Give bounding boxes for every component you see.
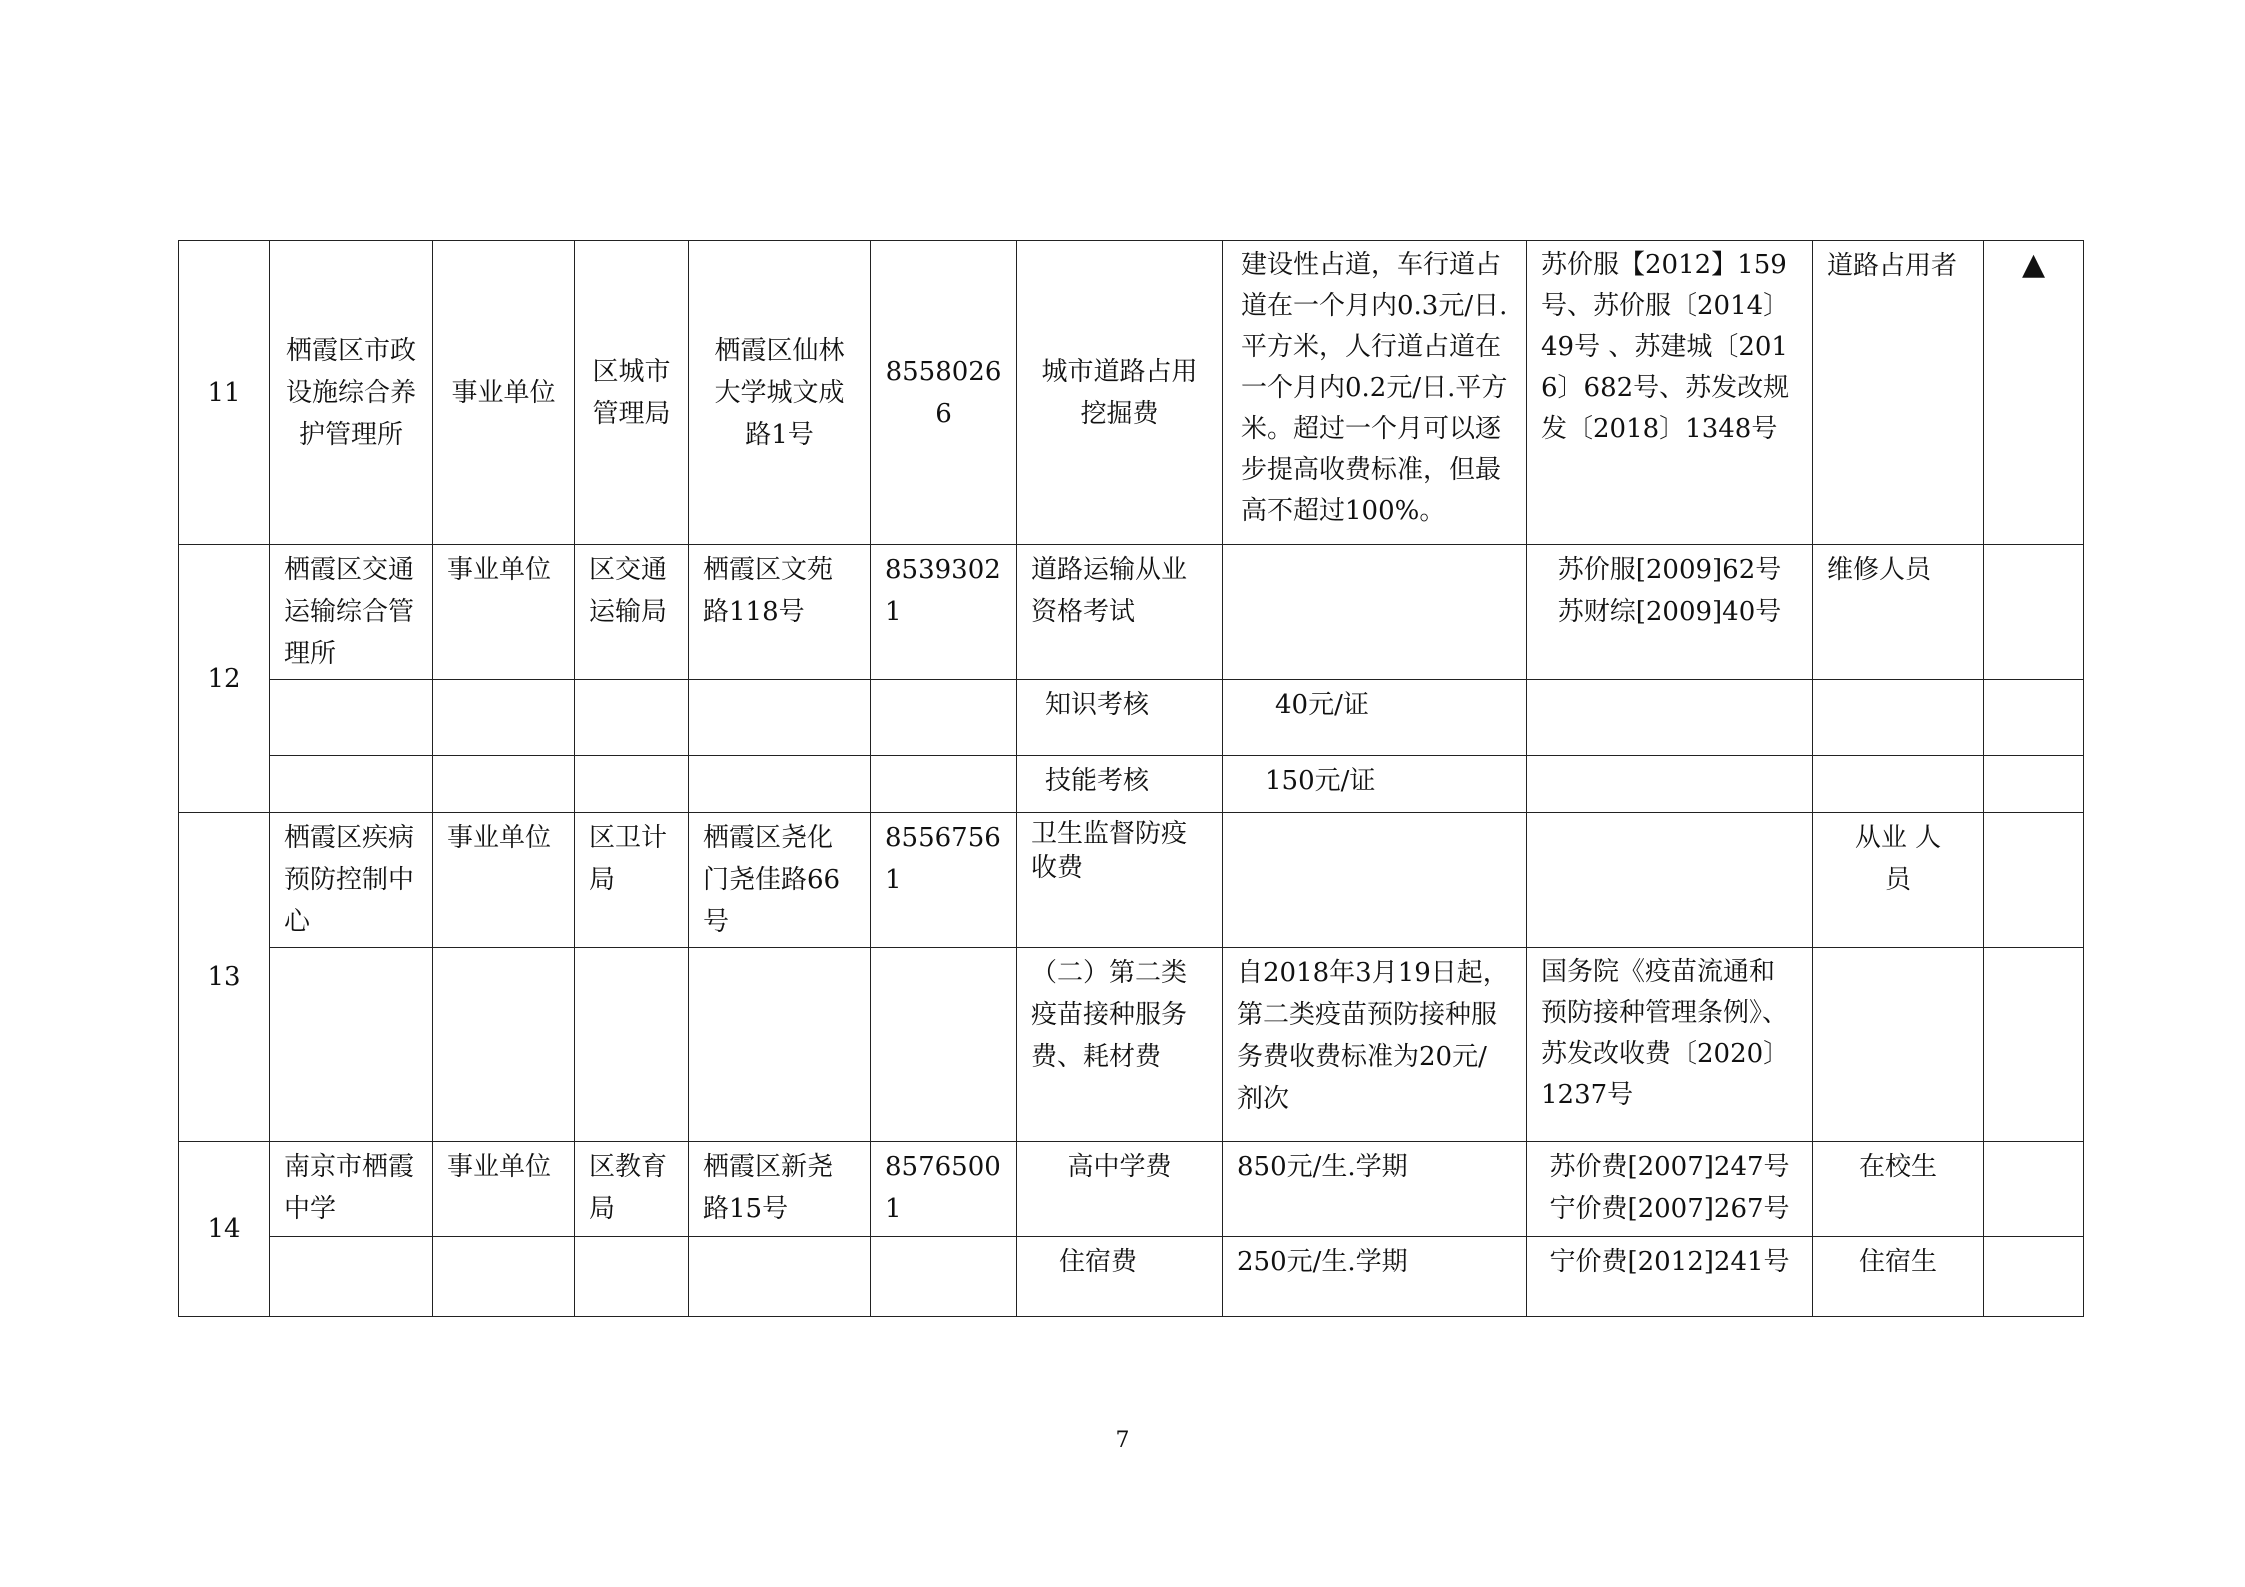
fee-item: 卫生监督防疫收费: [1017, 813, 1223, 948]
fee-standard: [1223, 545, 1527, 680]
table-row: [179, 680, 2084, 756]
table-row: [179, 545, 2084, 680]
unit-name: [270, 1237, 433, 1317]
fee-basis: [1527, 813, 1813, 948]
mark-cell: [1984, 813, 2084, 948]
fee-sub-item: 住宿费: [1017, 1237, 1223, 1317]
unit-name: 栖霞区疾病预防控制中心: [270, 813, 433, 948]
fee-basis: 宁价费[2012]241号: [1527, 1237, 1813, 1317]
phone: 85765001: [871, 1142, 1017, 1237]
table-row: [179, 948, 2084, 1142]
unit-nature: [433, 756, 575, 813]
phone: [871, 1237, 1017, 1317]
unit-name: 栖霞区市政设施综合养护管理所: [270, 241, 433, 545]
table-row: [179, 1142, 2084, 1237]
mark-cell: [1984, 948, 2084, 1142]
fee-sub-item: 技能考核: [1017, 756, 1223, 813]
fee-basis: 国务院《疫苗流通和预防接种管理条例》、苏发改收费〔2020〕1237号: [1527, 948, 1813, 1142]
unit-name: [270, 756, 433, 813]
phone: 85393021: [871, 545, 1017, 680]
phone: [871, 680, 1017, 756]
mark-cell: [1984, 680, 2084, 756]
payer: [1813, 756, 1984, 813]
fee-standard: 150元/证: [1223, 756, 1527, 813]
mark-cell: [1984, 1237, 2084, 1317]
payer: 从业 人员: [1813, 813, 1984, 948]
address: [689, 1237, 871, 1317]
unit-name: 栖霞区交通运输综合管理所: [270, 545, 433, 680]
supervising-dept: [575, 680, 689, 756]
fee-item: 城市道路占用挖掘费: [1017, 241, 1223, 545]
phone: [871, 756, 1017, 813]
phone: 85580266: [871, 241, 1017, 545]
table-row: [179, 756, 2084, 813]
fee-standard: 自2018年3月19日起，第二类疫苗预防接种服务费收费标准为20元/剂次: [1223, 948, 1527, 1142]
fee-standard: 850元/生.学期: [1223, 1142, 1527, 1237]
fee-table: [178, 240, 2084, 1317]
fee-sub-item: （二）第二类疫苗接种服务费、耗材费: [1017, 948, 1223, 1142]
payer: 住宿生: [1813, 1237, 1984, 1317]
payer: [1813, 948, 1984, 1142]
address: [689, 680, 871, 756]
address: 栖霞区文苑路118号: [689, 545, 871, 680]
payer: 在校生: [1813, 1142, 1984, 1237]
address: 栖霞区新尧路15号: [689, 1142, 871, 1237]
unit-name: [270, 680, 433, 756]
supervising-dept: 区教育局: [575, 1142, 689, 1237]
fee-basis: [1527, 680, 1813, 756]
unit-nature: 事业单位: [433, 813, 575, 948]
table-row: [179, 813, 2084, 948]
table-row: [179, 241, 2084, 545]
fee-standard: 40元/证: [1223, 680, 1527, 756]
row-number: 11: [179, 241, 270, 545]
supervising-dept: 区城市管理局: [575, 241, 689, 545]
payer: 道路占用者: [1813, 241, 1984, 545]
fee-item: 高中学费: [1017, 1142, 1223, 1237]
payer: [1813, 680, 1984, 756]
triangle-icon: ▲: [1984, 241, 2084, 545]
row-number: 14: [179, 1142, 270, 1317]
address: [689, 756, 871, 813]
payer: 维修人员: [1813, 545, 1984, 680]
unit-nature: [433, 1237, 575, 1317]
supervising-dept: [575, 756, 689, 813]
phone: 85567561: [871, 813, 1017, 948]
supervising-dept: 区卫计局: [575, 813, 689, 948]
fee-standard: 建设性占道，车行道占道在一个月内0.3元/日.平方米，人行道占道在一个月内0.2元/日.平方米。超过一个月可以逐步提高收费标准，但最高不超过100%。: [1223, 241, 1527, 545]
supervising-dept: [575, 1237, 689, 1317]
mark-cell: [1984, 756, 2084, 813]
supervising-dept: [575, 948, 689, 1142]
fee-basis: 苏价服[2009]62号 苏财综[2009]40号: [1527, 545, 1813, 680]
fee-standard: [1223, 813, 1527, 948]
fee-basis: [1527, 756, 1813, 813]
unit-nature: [433, 680, 575, 756]
fee-basis: 苏价服【2012】159号、苏价服〔2014〕49号 、苏建城〔2016〕682号、苏发改规发〔2018〕1348号: [1527, 241, 1813, 545]
page-number: 7: [1115, 1428, 1130, 1453]
unit-nature: 事业单位: [433, 241, 575, 545]
unit-name: [270, 948, 433, 1142]
unit-nature: 事业单位: [433, 545, 575, 680]
unit-nature: 事业单位: [433, 1142, 575, 1237]
unit-name: 南京市栖霞中学: [270, 1142, 433, 1237]
fee-standard: 250元/生.学期: [1223, 1237, 1527, 1317]
supervising-dept: 区交通运输局: [575, 545, 689, 680]
fee-sub-item: 知识考核: [1017, 680, 1223, 756]
address: 栖霞区仙林大学城文成路1号: [689, 241, 871, 545]
fee-basis: 苏价费[2007]247号 宁价费[2007]267号: [1527, 1142, 1813, 1237]
address: 栖霞区尧化门尧佳路66号: [689, 813, 871, 948]
address: [689, 948, 871, 1142]
unit-nature: [433, 948, 575, 1142]
row-number: 13: [179, 813, 270, 1142]
mark-cell: [1984, 545, 2084, 680]
row-number: 12: [179, 545, 270, 813]
table-row: [179, 1237, 2084, 1317]
fee-item: 道路运输从业资格考试: [1017, 545, 1223, 680]
mark-cell: [1984, 1142, 2084, 1237]
phone: [871, 948, 1017, 1142]
